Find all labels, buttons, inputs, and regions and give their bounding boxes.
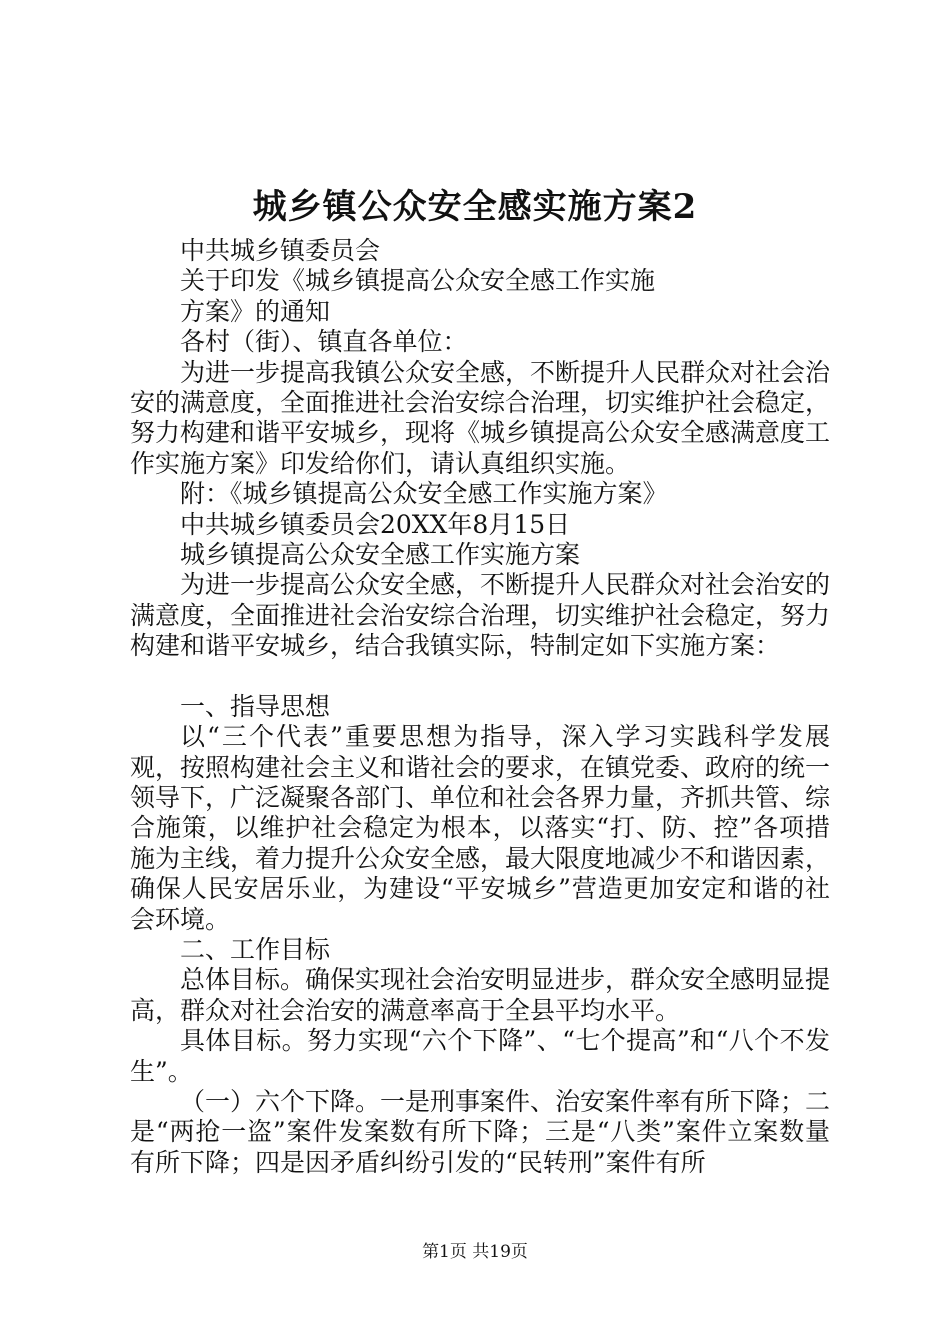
document-body <box>130 236 830 1178</box>
document-title: 城乡镇公众安全感实施方案2 <box>252 187 698 227</box>
addressee-line: 各村（街）、镇直各单位： <box>180 327 468 357</box>
notice-title-line-1: 关于印发《城乡镇提高公众安全感工作实施 <box>180 266 656 296</box>
section-heading-2: 二、工作目标 <box>180 934 331 964</box>
page-footer: 第1页 共19页 <box>422 1242 528 1262</box>
section-heading-1: 一、指导思想 <box>180 691 331 721</box>
notice-title-line-2: 方案》的通知 <box>180 296 331 326</box>
issuer-line: 中共城乡镇委员会 <box>180 236 381 265</box>
notice-paragraph: 为进一步提高我镇公众安全感，不断提升人民群众对社会治安的满意度，全面推进社会治安综合治理，切实维护社会稳定，努力构建和谐平安城乡，现将《城乡镇提高公众安全感满意度工作实施方案》印发给你们，请认真组织实施。 <box>130 357 831 478</box>
six-decreases-paragraph: （一）六个下降。一是刑事案件、治安案件率有所下降；二是“两抢一盗”案件发案数有所下降；三是“八类”案件立案数量有所下降；四是因矛盾纠纷引发的“民转刑”案件有所 <box>130 1086 831 1177</box>
attachment-line: 附：《城乡镇提高公众安全感工作实施方案》 <box>180 479 668 509</box>
paragraph-spacer <box>130 662 830 692</box>
specific-goal-paragraph: 具体目标。努力实现“六个下降”、“七个提高”和“八个不发生”。 <box>130 1026 830 1086</box>
guiding-thought-paragraph: 以“三个代表”重要思想为指导，深入学习实践科学发展观，按照构建社会主义和谐社会的要求，在镇党委、政府的统一领导下，广泛凝聚各部门、单位和社会各界力量，齐抓共管、综合施策，以维护社会稳定为根本，以落实“打、防、控”各项措施为主线，着力提升公众安全感，最大限度地减少不和谐因素，确保人民安居乐业，为建设“平安城乡”营造更加安定和谐的社会环境。 <box>130 722 831 934</box>
signature-date-line: 中共城乡镇委员会20XX年8月15日 <box>180 509 571 539</box>
overall-goal-paragraph: 总体目标。确保实现社会治安明显进步，群众安全感明显提高，群众对社会治安的满意率高于全县平均水平。 <box>130 965 831 1025</box>
plan-title-line: 城乡镇提高公众安全感工作实施方案 <box>180 540 581 570</box>
intro-paragraph: 为进一步提高公众安全感，不断提升人民群众对社会治安的满意度，全面推进社会治安综合治理，切实维护社会稳定，努力构建和谐平安城乡，结合我镇实际，特制定如下实施方案： <box>130 570 831 661</box>
